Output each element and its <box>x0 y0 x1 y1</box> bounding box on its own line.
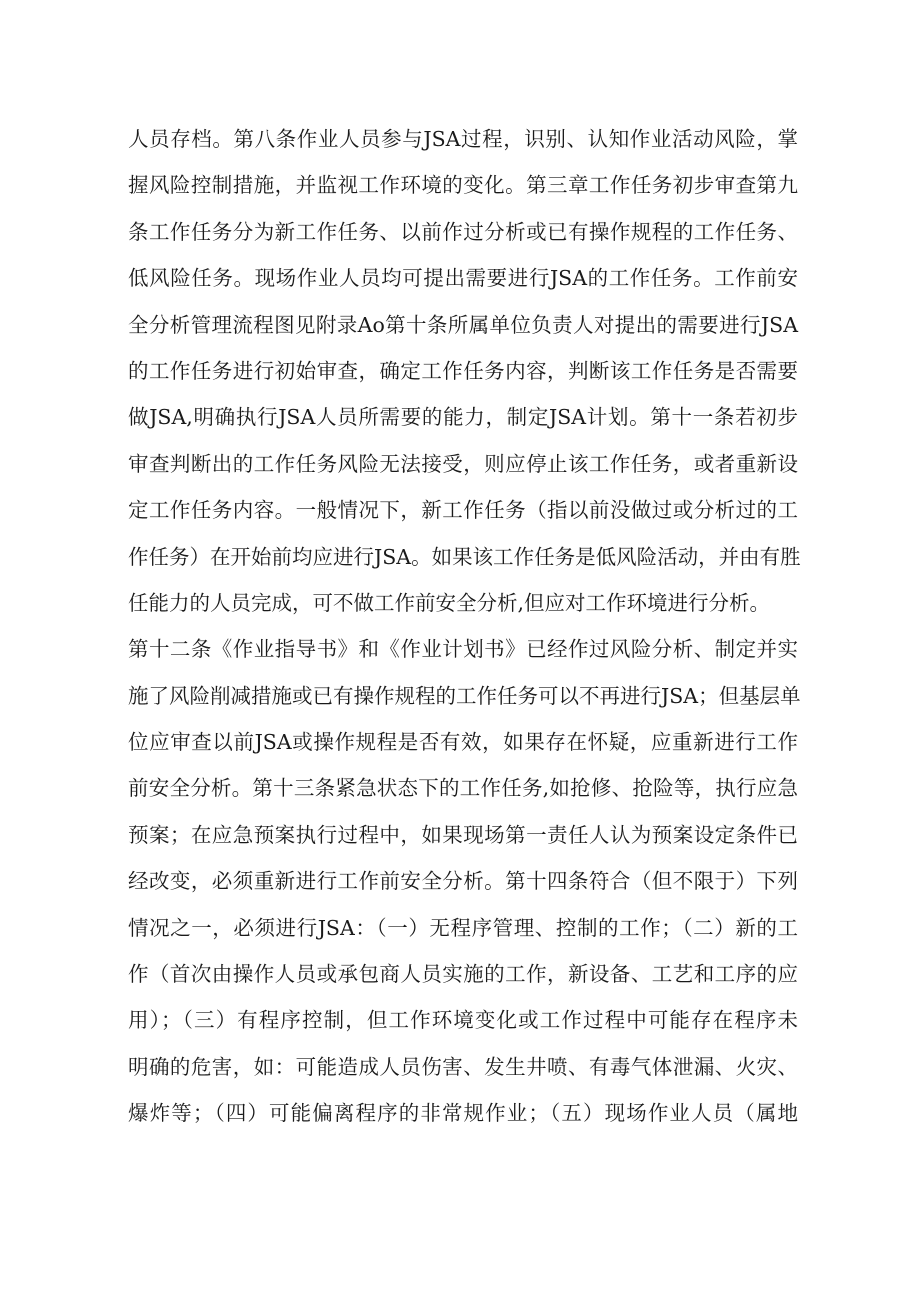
text-line: 作任务）在开始前均应进行JSA。如果该工作任务是低风险活动，并由有胜 <box>128 544 801 569</box>
text-line: 施了风险削减措施或已有操作规程的工作任务可以不再进行JSA；但基层单 <box>128 683 801 708</box>
body-text <box>128 116 801 1137</box>
text-line: 用）；（三）有程序控制，但工作环境变化或工作过程中可能存在程序未 <box>128 1008 798 1033</box>
text-line: 审查判断出的工作任务风险无法接受，则应停止该工作任务，或者重新设 <box>128 451 798 476</box>
text-line: 人员存档。第八条作业人员参与JSA过程，识别、认知作业活动风险，掌 <box>128 127 798 151</box>
text-line: 定工作任务内容。一般情况下，新工作任务（指以前没做过或分析过的工 <box>128 498 798 523</box>
text-line: 前安全分析。第十三条紧急状态下的工作任务,如抢修、抢险等，执行应急 <box>128 776 798 801</box>
text-line: 第十二条《作业指导书》和《作业计划书》已经作过风险分析、制定并实 <box>128 637 798 662</box>
text-line: 情况之一，必须进行JSA：（一）无程序管理、控制的工作；（二）新的工 <box>128 915 798 940</box>
text-line: 预案；在应急预案执行过程中，如果现场第一责任人认为预案设定条件已 <box>128 822 798 847</box>
text-line: 明确的危害，如：可能造成人员伤害、发生井喷、有毒气体泄漏、火灾、 <box>128 1054 798 1079</box>
text-line: 爆炸等；（四）可能偏离程序的非常规作业；（五）现场作业人员（属地 <box>128 1101 798 1126</box>
text-line: 全分析管理流程图见附录Ao第十条所属单位负责人对提出的需要进行JSA <box>128 312 798 337</box>
text-line: 经改变，必须重新进行工作前安全分析。第十四条符合（但不限于）下列 <box>128 869 798 894</box>
text-line: 握风险控制措施，并监视工作环境的变化。第三章工作任务初步审查第九 <box>128 173 798 198</box>
text-line: 位应审查以前JSA或操作规程是否有效，如果存在怀疑，应重新进行工作 <box>128 730 798 755</box>
text-line: 条工作任务分为新工作任务、以前作过分析或已有操作规程的工作任务、 <box>128 219 798 244</box>
text-line: 的工作任务进行初始审查，确定工作任务内容，判断该工作任务是否需要 <box>128 358 798 383</box>
text-line: 做JSA,明确执行JSA人员所需要的能力，制定JSA计划。第十一条若初步 <box>128 405 798 430</box>
text-line: 任能力的人员完成，可不做工作前安全分析,但应对工作环境进行分析。 <box>128 590 771 615</box>
text-line: 作（首次由操作人员或承包商人员实施的工作，新设备、工艺和工序的应 <box>128 962 798 987</box>
text-line: 低风险任务。现场作业人员均可提出需要进行JSA的工作任务。工作前安 <box>128 266 798 291</box>
